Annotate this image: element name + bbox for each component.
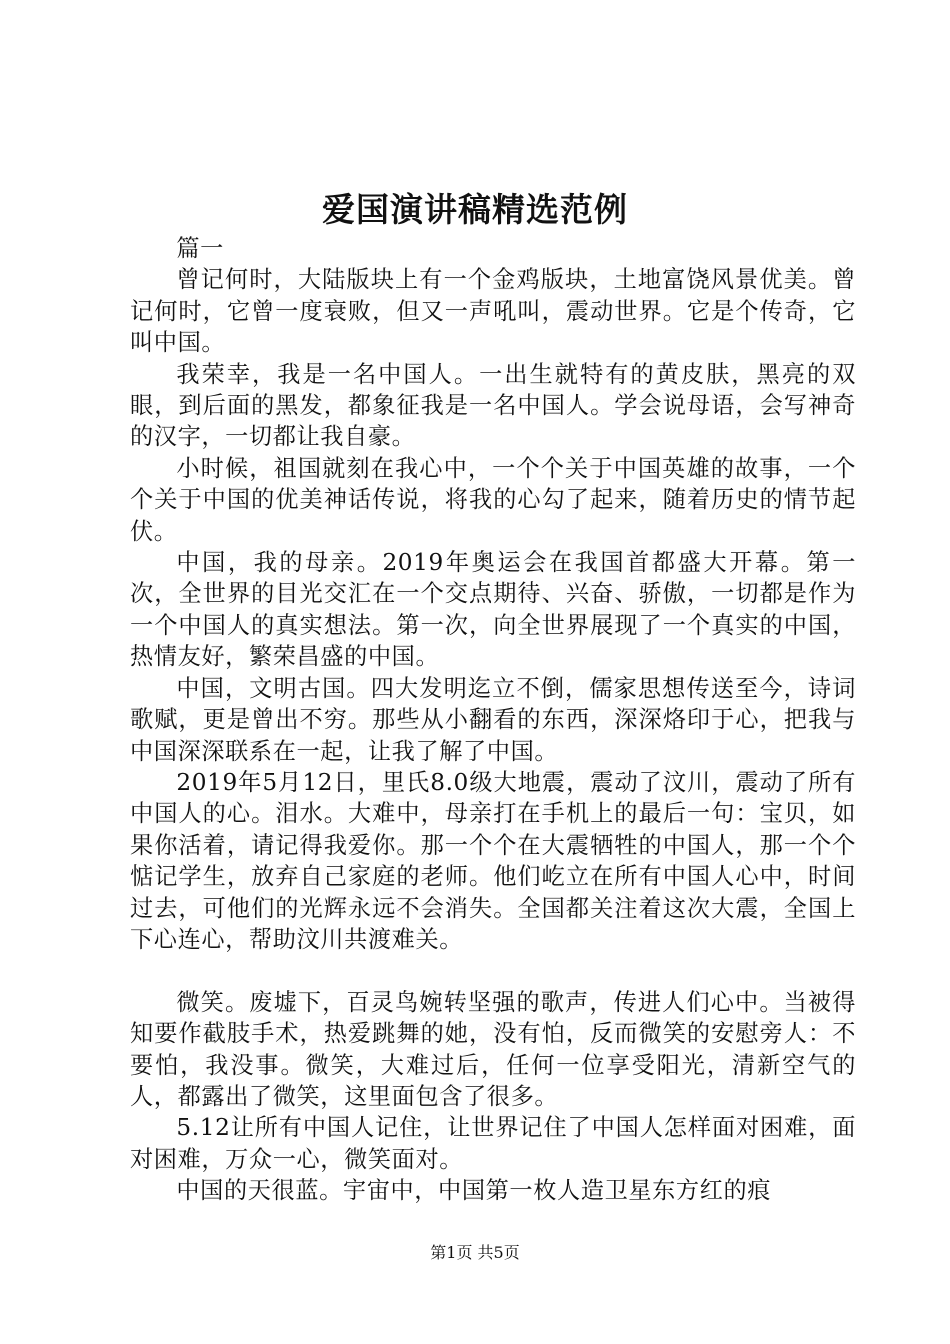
paragraph: 篇一 bbox=[176, 235, 224, 262]
paragraph: 中国，我的母亲。2019年奥运会在我国首都盛大开幕。第一次，全世界的目光交汇在一个交点期待、兴奋、骄傲，一切都是作为一个中国人的真实想法。第一次，向全世界展现了一个真实的中国，热情友好，繁荣昌盛的中国。 bbox=[130, 549, 856, 671]
page-footer: 第1页 共5页 bbox=[430, 1243, 520, 1262]
paragraph: 微笑。废墟下，百灵鸟婉转坚强的歌声，传进人们心中。当被得知要作截肢手术，热爱跳舞的她，没有怕，反而微笑的安慰旁人：不要怕，我没事。微笑，大难过后，任何一位享受阳光，清新空气的人，都露出了微笑，这里面包含了很多。 bbox=[130, 988, 856, 1110]
blank-line bbox=[130, 955, 856, 986]
paragraph: 曾记何时，大陆版块上有一个金鸡版块，土地富饶风景优美。曾记何时，它曾一度衰败，但又一声吼叫，震动世界。它是个传奇，它叫中国。 bbox=[130, 266, 856, 357]
paragraph: 中国的天很蓝。宇宙中，中国第一枚人造卫星东方红的痕 bbox=[176, 1177, 772, 1205]
paragraph: 中国，文明古国。四大发明迄立不倒，儒家思想传送至今，诗词歌赋，更是曾出不穷。那些从小翻看的东西，深深烙印于心，把我与中国深深联系在一起，让我了解了中国。 bbox=[130, 674, 856, 765]
body-text bbox=[130, 233, 856, 1207]
paragraph: 我荣幸，我是一名中国人。一出生就特有的黄皮肤，黑亮的双眼，到后面的黑发，都象征我是一名中国人。学会说母语，会写神奇的汉字，一切都让我自豪。 bbox=[130, 360, 856, 451]
paragraph: 2019年5月12日，里氏8.0级大地震，震动了汶川，震动了所有中国人的心。泪水。大难中，母亲打在手机上的最后一句：宝贝，如果你活着，请记得我爱你。那一个个在大震牺牲的中国人，那一个个惦记学生，放弃自己家庭的老师。他们屹立在所有中国人心中，时间过去，可他们的光辉永远不会消失。全国都关注着这次大震，全国上下心连心，帮助汶川共渡难关。 bbox=[130, 768, 856, 953]
paragraph: 小时候，祖国就刻在我心中，一个个关于中国英雄的故事，一个个关于中国的优美神话传说，将我的心勾了起来，随着历史的情节起伏。 bbox=[130, 454, 856, 545]
page-title: 爱国演讲稿精选范例 bbox=[322, 190, 628, 229]
paragraph: 5.12让所有中国人记住，让世界记住了中国人怎样面对困难，面对困难，万众一心，微笑面对。 bbox=[130, 1114, 856, 1173]
